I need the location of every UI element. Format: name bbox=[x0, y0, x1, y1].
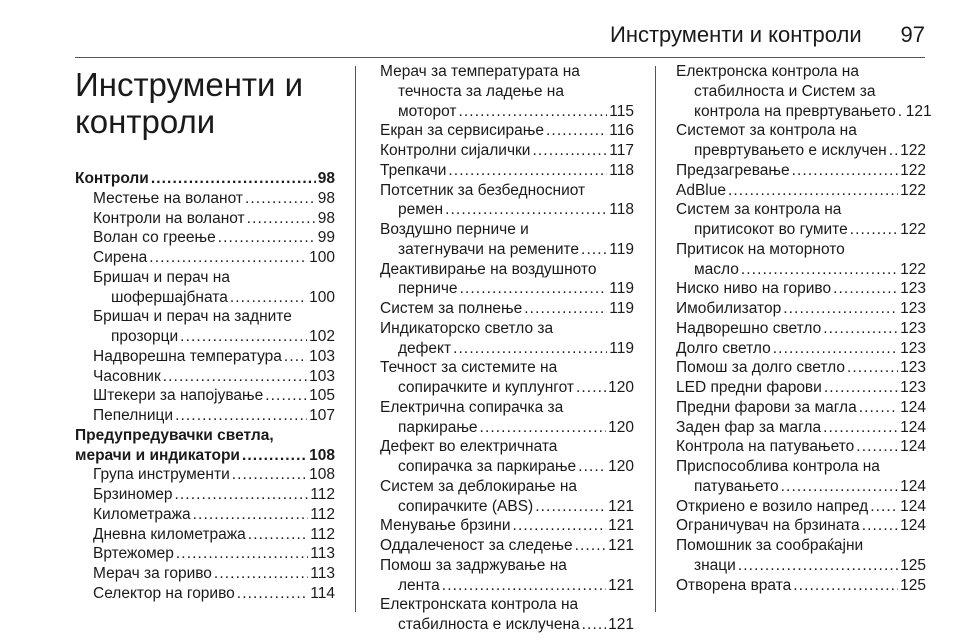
toc-entry[interactable]: LED предни фарови . . . 123 bbox=[676, 378, 926, 398]
toc-entry[interactable]: Бришач и перач на шофершајбната . . . 100 bbox=[75, 268, 335, 308]
toc-entry[interactable]: Брзиномер . . . 112 bbox=[75, 485, 335, 505]
toc-entry[interactable]: Помош за долго светло . . . 123 bbox=[676, 358, 926, 378]
header-rule bbox=[75, 57, 925, 58]
toc-entry[interactable]: Помошник за сообраќајни знаци . . . 125 bbox=[676, 536, 926, 576]
toc-entry[interactable]: Помош за задржување на лента . . . 121 bbox=[380, 556, 634, 596]
toc-entry[interactable]: Деактивирање на воздушното перниче . . . 119 bbox=[380, 260, 634, 300]
toc-entry[interactable]: Селектор на гориво . . . 114 bbox=[75, 584, 335, 604]
toc-entry[interactable]: Долго светло . . . 123 bbox=[676, 339, 926, 359]
toc-entry[interactable]: Предзагревање . . . 122 bbox=[676, 161, 926, 181]
toc-entry[interactable]: Системот за контрола на превртувањето е исклучен . . . 122 bbox=[676, 121, 926, 161]
toc-entry[interactable]: Откриено е возило напред . . . 124 bbox=[676, 497, 926, 517]
toc-entry[interactable]: Електрична сопирачка за паркирање . . . 120 bbox=[380, 398, 634, 438]
toc-column-3 bbox=[676, 62, 932, 595]
toc-entry[interactable]: Воздушно перниче и затегнувачи на ремените . . . 119 bbox=[380, 220, 634, 260]
toc-entry[interactable]: Отворена врата . . . 125 bbox=[676, 576, 926, 596]
toc-entry[interactable]: Заден фар за магла . . . 124 bbox=[676, 418, 926, 438]
toc-entry[interactable]: Група инструменти . . . 108 bbox=[75, 465, 335, 485]
toc-entry[interactable]: Систем за полнење . . . 119 bbox=[380, 299, 634, 319]
chapter-title: Инструменти и контроли bbox=[75, 66, 304, 140]
toc-entry[interactable]: Предни фарови за магла . . . 124 bbox=[676, 398, 926, 418]
toc-entry[interactable]: Течност за системите на сопирачките и куплунгот . . . 120 bbox=[380, 358, 634, 398]
toc-entry[interactable]: Приспособлива контрола на патувањето . . . 124 bbox=[676, 457, 926, 497]
toc-entry[interactable]: Часовник . . . 103 bbox=[75, 367, 335, 387]
toc-entry[interactable]: Потсетник за безбедносниот ремен . . . 118 bbox=[380, 181, 634, 221]
toc-entry[interactable]: Бришач и перач на задните прозорци . . . 102 bbox=[75, 307, 335, 347]
toc-column-2 bbox=[380, 62, 634, 635]
toc-entry[interactable]: Електронската контрола на стабилноста е исклучена . . . 121 bbox=[380, 595, 634, 635]
toc-entry[interactable]: Оддалеченост за следење . . . 121 bbox=[380, 536, 634, 556]
toc-entry[interactable]: Систем за деблокирање на сопирачките (ABS) . . . 121 bbox=[380, 477, 634, 517]
toc-entry[interactable]: Контролни сијалички . . . 117 bbox=[380, 141, 634, 161]
toc-entry[interactable]: Мерач за гориво . . . 113 bbox=[75, 564, 335, 584]
toc-entry[interactable]: Притисок на моторното масло . . . 122 bbox=[676, 240, 926, 280]
toc-entry[interactable]: Ниско ниво на гориво . . . 123 bbox=[676, 279, 926, 299]
toc-entry[interactable]: Менување брзини . . . 121 bbox=[380, 516, 634, 536]
running-title: Инструменти и контроли bbox=[610, 22, 862, 47]
toc-entry[interactable]: Контроли на воланот . . . 98 bbox=[75, 209, 335, 229]
toc-section-controls[interactable]: Контроли . . . 98 bbox=[75, 169, 335, 189]
toc-entry[interactable]: Дневна километража . . . 112 bbox=[75, 525, 335, 545]
toc-entry[interactable]: Километража . . . 112 bbox=[75, 505, 335, 525]
toc-entry[interactable]: Индикаторско светло за дефект . . . 119 bbox=[380, 319, 634, 359]
toc-entry[interactable]: Ограничувач на брзината . . . 124 bbox=[676, 516, 926, 536]
toc-entry[interactable]: Надворешно светло . . . 123 bbox=[676, 319, 926, 339]
toc-entry[interactable]: Вртежомер . . . 113 bbox=[75, 544, 335, 564]
toc-entry[interactable]: Пепелници . . . 107 bbox=[75, 406, 335, 426]
column-divider bbox=[355, 66, 356, 612]
toc-entry[interactable]: Контрола на патувањето . . . 124 bbox=[676, 437, 926, 457]
toc-entry[interactable]: Систем за контрола на притисокот во гумите . . . 122 bbox=[676, 200, 926, 240]
toc-entry[interactable]: Електронска контрола на стабилноста и Систем за контрола на превртувањето . . . 121 bbox=[676, 62, 926, 121]
toc-column-1 bbox=[75, 66, 335, 604]
toc-entry[interactable]: Штекери за напојување . . . 105 bbox=[75, 386, 335, 406]
toc-entry[interactable]: Сирена . . . 100 bbox=[75, 248, 335, 268]
toc-entry[interactable]: Местење на воланот . . . 98 bbox=[75, 189, 335, 209]
toc-entry[interactable]: AdBlue . . . 122 bbox=[676, 181, 926, 201]
toc-entry[interactable]: Трепкачи . . . 118 bbox=[380, 161, 634, 181]
page-number: 97 bbox=[900, 22, 925, 47]
toc-section-warning-lights[interactable]: Предупредувачки светла, мерачи и индикатори . . . 108 bbox=[75, 426, 335, 466]
toc-entry[interactable]: Надворешна температура . . . 103 bbox=[75, 347, 335, 367]
toc-entry[interactable]: Имобилизатор . . . 123 bbox=[676, 299, 926, 319]
toc-entry[interactable]: Волан со греење . . . 99 bbox=[75, 228, 335, 248]
toc-entry[interactable]: Дефект во електричната сопирачка за паркирање . . . 120 bbox=[380, 437, 634, 477]
column-divider bbox=[655, 66, 656, 612]
toc-entry[interactable]: Мерач за температурата на течноста за ладење на моторот . . . 115 bbox=[380, 62, 634, 121]
toc-entry[interactable]: Екран за сервисирање . . . 116 bbox=[380, 121, 634, 141]
